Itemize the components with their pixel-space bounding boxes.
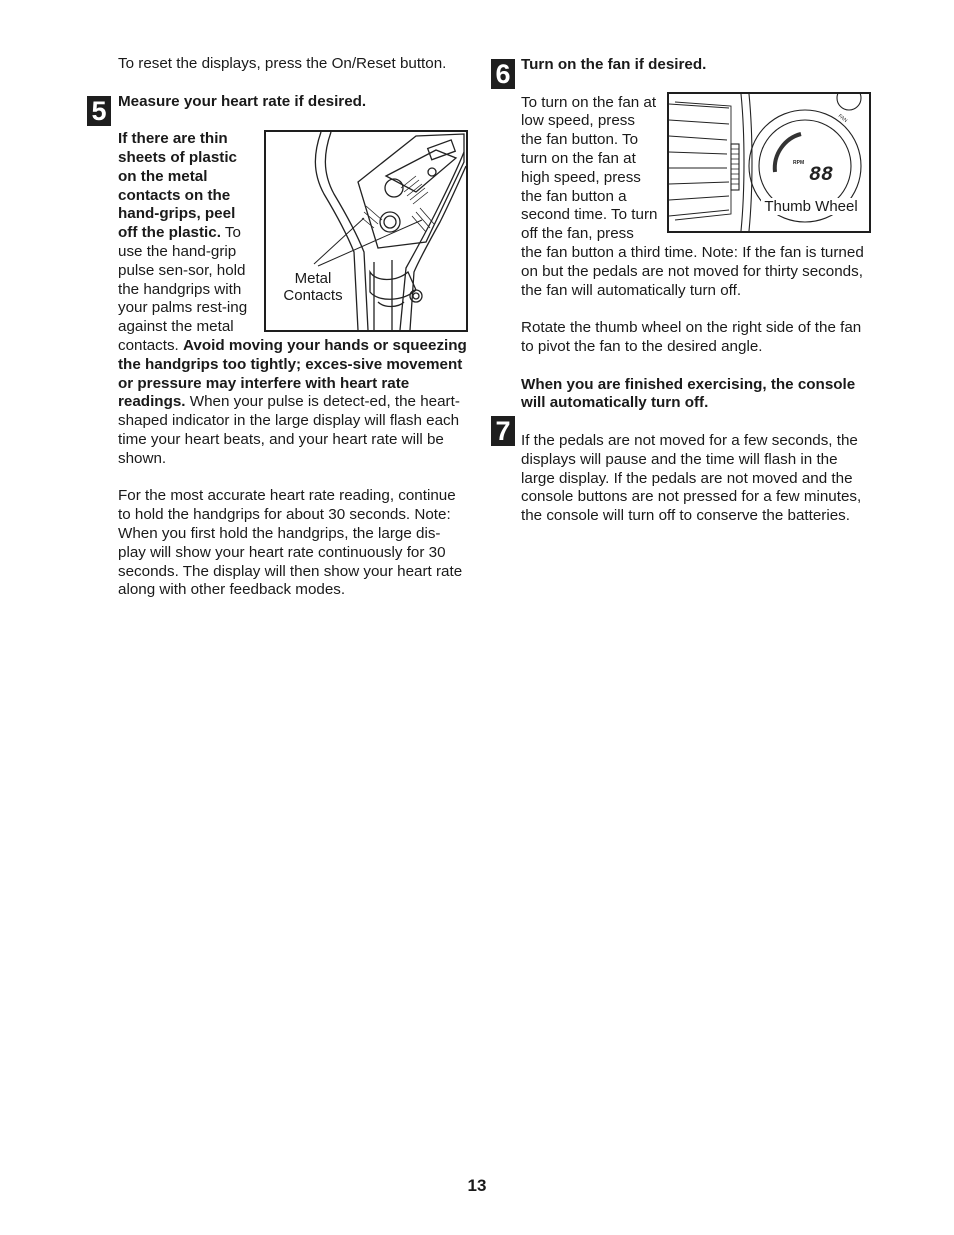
thumb-wheel-label: Thumb Wheel <box>761 198 861 215</box>
step-7-number: 7 <box>491 416 515 446</box>
step-5-heading: Measure your heart rate if desired. <box>118 92 367 110</box>
step-6-number: 6 <box>491 59 515 89</box>
handgrip-figure <box>264 130 468 332</box>
fan-button-label: FAN <box>836 112 849 124</box>
left-column <box>118 55 468 600</box>
step-7-heading: When you are finished exercising, the console will automatically turn off. <box>521 375 856 412</box>
rpm-label: RPM <box>793 159 805 166</box>
step-6-paragraph-1: To turn on the fan at low speed, press the fan button. To turn on the fan at high speed, press the fan button a second time. To turn off the fan, press the fan button a third time. Note: If the fan is turned on but the pedals are not moved for thirty seconds, the fan will automatically turn off. <box>521 93 864 299</box>
right-column <box>521 56 871 526</box>
metal-contacts-label: Metal Contacts <box>278 270 348 304</box>
reset-instruction: To reset the displays, press the On/Reset button. <box>118 55 447 72</box>
step-5-number: 5 <box>87 96 111 126</box>
step-5-paragraph-2: For the most accurate heart rate reading, continue to hold the handgrips for about 30 seconds. Note: When you first hold the handgrips, the large dis-play will show your heart rate continuously for 30 seconds. The display will then show your heart rate along with other feedback modes. <box>118 487 463 599</box>
step-7-paragraph-1: If the pedals are not moved for a few seconds, the displays will pause and the time will flash in the large display. If the pedals are not moved and the console buttons are not pressed for a few minutes, the console will turn off to conserve the batteries. <box>521 431 862 525</box>
step-6-heading: Turn on the fan if desired. <box>521 56 707 73</box>
step-5-paragraph-1: If there are thin sheets of plastic on the metal contacts on the hand-grips, peel off the plastic. To use the hand-grip pulse sen-sor, hold the handgrips with your palms rest-ing against the metal contacts. Avoid moving your hands or squeezing the handgrips too tightly; exces-sive movement or pressure may interfere with heart rate readings. When your pulse is detect-ed, the heart-shaped indicator in the large display will flash each time your heart beats, and your heart rate will be shown. <box>118 130 467 467</box>
fan-figure <box>667 92 871 233</box>
step-6-paragraph-2: Rotate the thumb wheel on the right side of the fan to pivot the fan to the desired angle. <box>521 319 862 355</box>
display-digits: 88 <box>809 163 834 187</box>
page-number: 13 <box>467 1176 487 1195</box>
